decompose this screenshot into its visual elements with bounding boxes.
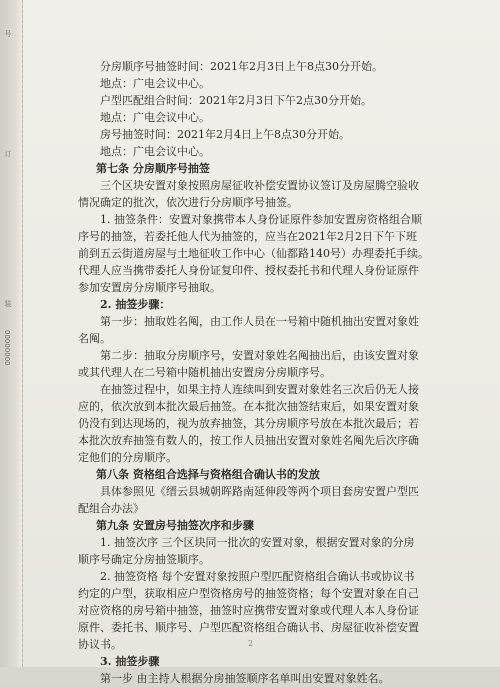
section-heading: 第七条 分房顺序号抽签 [96,162,210,175]
text-line: 本批次放弃抽签有数人的，按工作人员抽出安置对象姓名阄先后次序确 [78,434,419,447]
text-line: 序号的抽签，若委托他人代为抽签的，应当在2021年2月2日下午下班 [78,230,417,243]
text-line: 对应资格的房号箱中抽签，抽签时应携带安置对象或代理人本人身份证 [78,604,419,617]
text-line: 2. 抽签资格 每个安置对象按照户型匹配资格组合确认书或协议书 [100,570,415,583]
text-line: 参加安置房分房顺序号抽取。 [78,281,221,294]
text-line: 原件、委托书、顺序号、户型匹配资格组合确认书、房屋征收补偿安置 [78,621,419,634]
page-number: 2 [248,639,254,648]
text-line: 2. 抽签步骤： [100,298,171,311]
text-line: 户型匹配组合时间：2021年2月3日下午2点30分开始。 [100,94,372,107]
text-line: 具体参照见《缙云县城朝晖路南延伸段等两个项目套房安置户型匹 [100,485,419,498]
text-line: 地点：广电会议中心。 [100,77,210,90]
text-line: 定他们的分房顺序。 [78,451,177,464]
text-line: 配组合办法》 [78,502,144,515]
text-line: 名阄。 [78,332,111,345]
text-line: 代理人应当携带委托人身份证复印件、授权委托书和代理人身份证原件 [78,264,419,277]
margin-mark: 装 [4,300,12,307]
text-line: 第二步：抽取分房顺序号，安置对象姓名阄抽出后，由该安置对象 [100,349,419,362]
text-line: 约定的户型，获取相应户型资格房号的抽签资格；每个安置对象在自己 [78,587,419,600]
document-body [78,58,450,687]
text-line: 分房顺序号抽签时间：2021年2月3日上午8点30分开始。 [100,60,383,73]
text-line: 应的，依次放到本批次最后抽签。在本批次抽签结束后，如果安置对象 [78,400,419,413]
text-line: 协议书。 [78,638,122,651]
text-line: 地点：广电会议中心。 [100,111,210,124]
text-line: 前到五云街道房屋与土地征收工作中心（仙都路140号）办理委托手续。 [78,247,429,260]
text-line: 三个区块安置对象按照房屋征收补偿安置协议签订及房屋腾空验收 [100,179,419,192]
text-line: 或其代理人在二号箱中随机抽出安置房分房顺序号。 [78,366,331,379]
section-heading: 第八条 资格组合选择与资格组合确认书的发放 [96,468,320,481]
margin-mark: 订 [4,150,12,157]
text-line: 仍没有到达现场的，视为放弃抽签，其分房顺序号放在本批次最后；若 [78,417,419,430]
text-line: 顺序号确定分房抽签顺序。 [78,553,210,566]
text-line: 1. 抽签条件：安置对象携带本人身份证原件参加安置房资格组合顺 [100,213,422,226]
section-heading: 第九条 安置房号抽签次序和步骤 [96,519,254,532]
text-line: 房号抽签时间：2021年2月4日上午8点30分开始。 [100,128,350,141]
binding-margin [0,0,23,667]
text-line: 第一步：抽取姓名阄，由工作人员在一号箱中随机抽出安置对象姓 [100,315,419,328]
margin-mark: 号 [4,30,12,37]
text-line: 3. 抽签步骤 [100,655,160,668]
margin-mark: 00000000 [3,330,11,366]
text-line: 情况确定的批次，依次进行分房顺序号抽签。 [78,196,298,209]
text-line: 在抽签过程中，如果主持人连续叫到安置对象姓名三次后仍无人接 [100,383,419,396]
text-line: 1. 抽签次序 三个区块同一批次的安置对象，根据安置对象的分房 [100,536,415,549]
text-line: 第一步 由主持人根据分房抽签顺序名单叫出安置对象姓名。 [100,672,390,685]
text-line: 地点：广电会议中心。 [100,145,210,158]
